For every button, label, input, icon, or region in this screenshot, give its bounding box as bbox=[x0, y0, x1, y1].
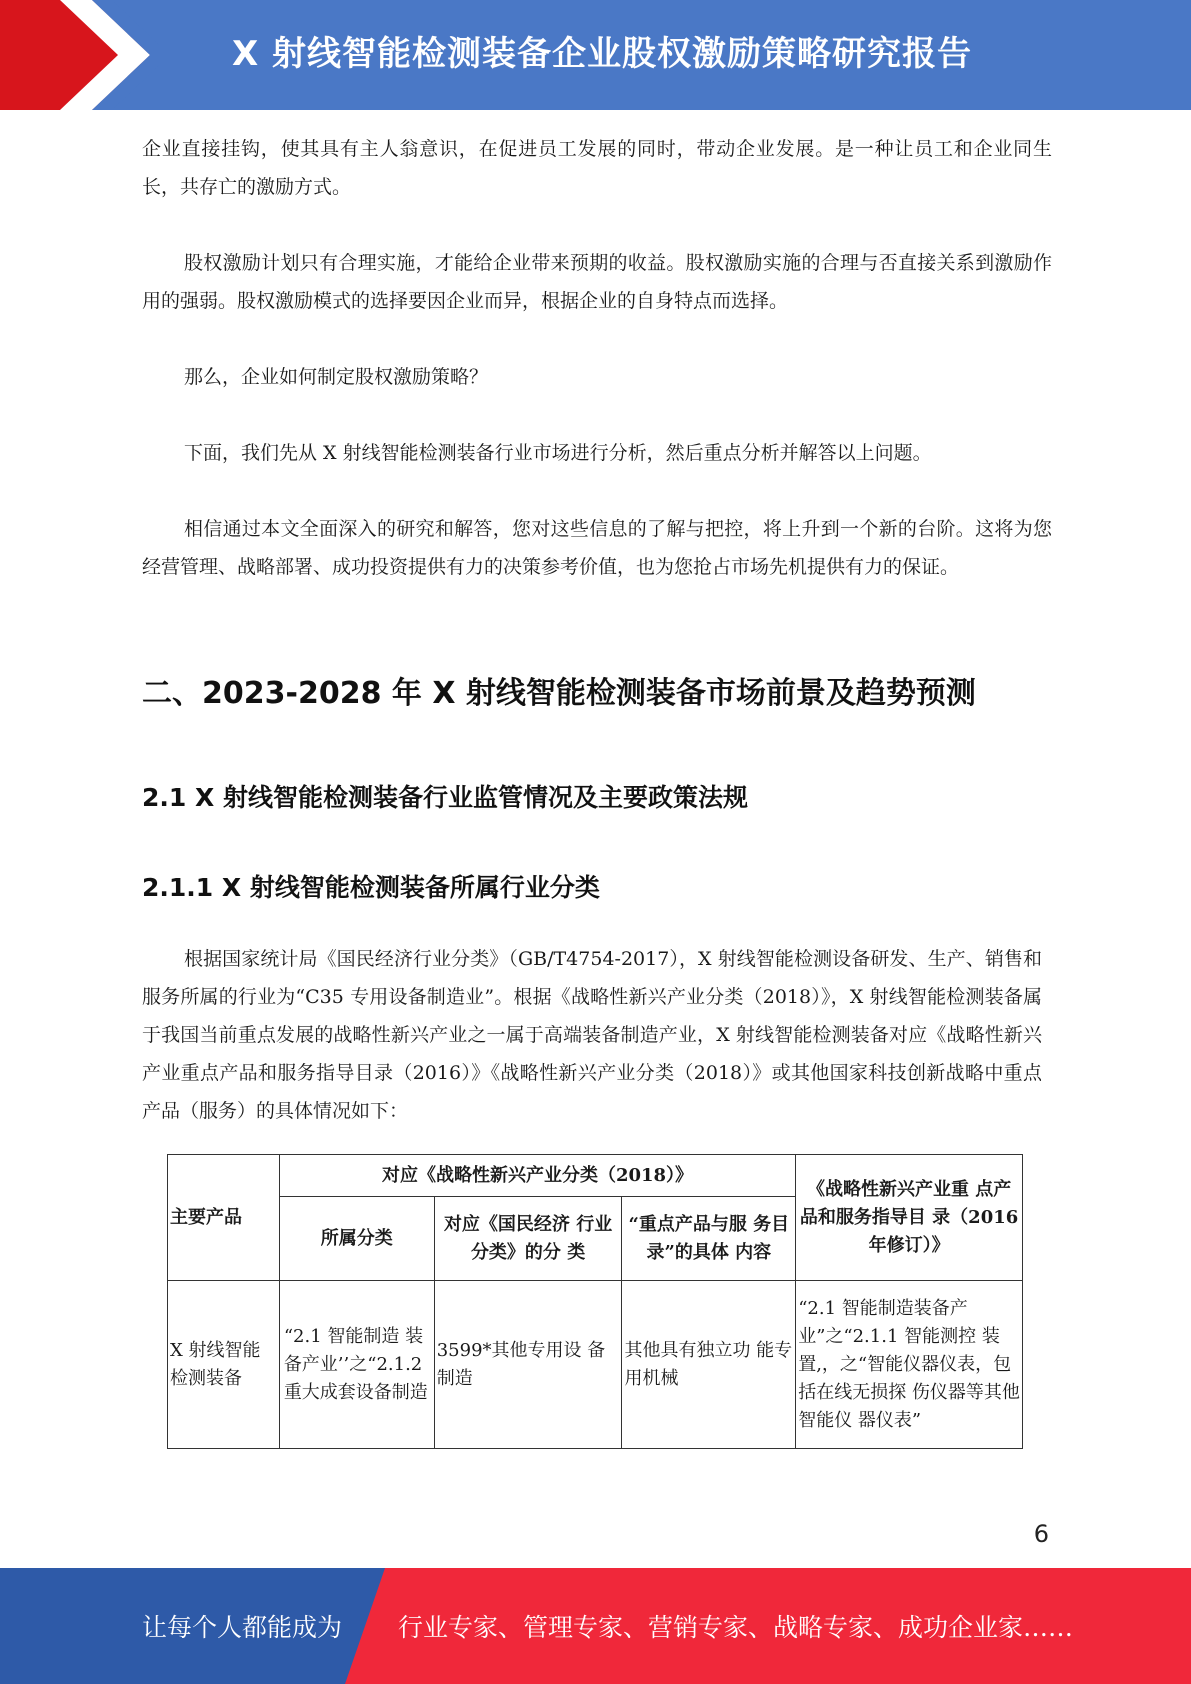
paragraph: 那么，企业如何制定股权激励策略？ bbox=[184, 366, 489, 388]
header-category: 所属分类 bbox=[279, 1197, 434, 1281]
header-main-product: 主要产品 bbox=[168, 1155, 280, 1281]
paragraph: 股权激励计划只有合理实施，才能给企业带来预期的收益。股权激励实施的合理与否直接关系到激励作用的强弱。股权激励模式的选择要因企业而异，根据企业的自身特点而选择。 bbox=[142, 252, 1052, 312]
intro-section bbox=[142, 130, 1052, 586]
paragraph: 企业直接挂钩，使其具有主人翁意识，在促进员工发展的同时，带动企业发展。是一种让员工和企业同生长，共存亡的激励方式。 bbox=[142, 138, 1052, 198]
cell-product: X 射线智能检测装备 bbox=[168, 1281, 280, 1449]
header-national-classification: 对应《国民经济 行业分类》的分 类 bbox=[434, 1197, 622, 1281]
paragraph: 相信通过本文全面深入的研究和解答，您对这些信息的了解与把控，将上升到一个新的台阶。这将为您经营管理、战略部署、成功投资提供有力的决策参考价值，也为您抢占市场先机提供有力的保证。 bbox=[142, 518, 1052, 578]
report-title: X 射线智能检测装备企业股权激励策略研究报告 bbox=[232, 34, 973, 74]
table-row bbox=[168, 1281, 1023, 1449]
footer-slogan-left: 让每个人都能成为 bbox=[142, 1613, 343, 1642]
page-footer bbox=[0, 1568, 1191, 1684]
page-number: 6 bbox=[1033, 1520, 1049, 1548]
cell-category: “2.1 智能制造 装备产业’’之“2.1.2 重大成套设备制造 bbox=[279, 1281, 434, 1449]
header-key-products: “重点产品与服 务目录”的具体 内容 bbox=[622, 1197, 796, 1281]
section-heading: 二、2023-2028 年 X 射线智能检测装备市场前景及趋势预测 bbox=[142, 676, 976, 711]
page-header bbox=[0, 0, 1191, 110]
header-strategic-classification: 对应《战略性新兴产业分类（2018）》 bbox=[279, 1155, 795, 1197]
header-arrow-decoration bbox=[0, 0, 160, 110]
paragraph: 根据国家统计局《国民经济行业分类》（GB/T4754-2017），X 射线智能检测设备研发、生产、销售和服务所属的行业为“C35 专用设备制造业”。根据《战略性新兴产业分类（2018）》，X 射线智能检测装备属于我国当前重点发展的战略性新兴产业之一属于高端装备制造产业，X 射线智能检测装备对应《战略性新兴产业重点产品和服务指导目录（2016）》《战略性新兴产业分类（2018）》或其他国家科技创新战略中重点产品（服务）的具体情况如下： bbox=[142, 948, 1042, 1122]
industry-classification-table bbox=[167, 1154, 1023, 1449]
classification-section bbox=[142, 940, 1042, 1130]
cell-key: 其他具有独立功 能专用机械 bbox=[622, 1281, 796, 1449]
subsubsection-heading: 2.1.1 X 射线智能检测装备所属行业分类 bbox=[142, 873, 600, 902]
subsection-heading: 2.1 X 射线智能检测装备行业监管情况及主要政策法规 bbox=[142, 783, 748, 812]
cell-catalog: “2.1 智能制造装备产 业”之“2.1.1 智能测控 装置,，之“智能仪器仪表，包括在线无损探 伤仪器等其他智能仪 器仪表” bbox=[796, 1281, 1023, 1449]
header-catalog: 《战略性新兴产业重 点产品和服务指导目 录（2016 年修订）》 bbox=[796, 1155, 1023, 1281]
footer-slogan-right: 行业专家、管理专家、营销专家、战略专家、成功企业家…… bbox=[398, 1613, 1074, 1642]
cell-national: 3599*其他专用设 备制造 bbox=[434, 1281, 622, 1449]
paragraph: 下面，我们先从 X 射线智能检测装备行业市场进行分析，然后重点分析并解答以上问题。 bbox=[184, 442, 932, 464]
